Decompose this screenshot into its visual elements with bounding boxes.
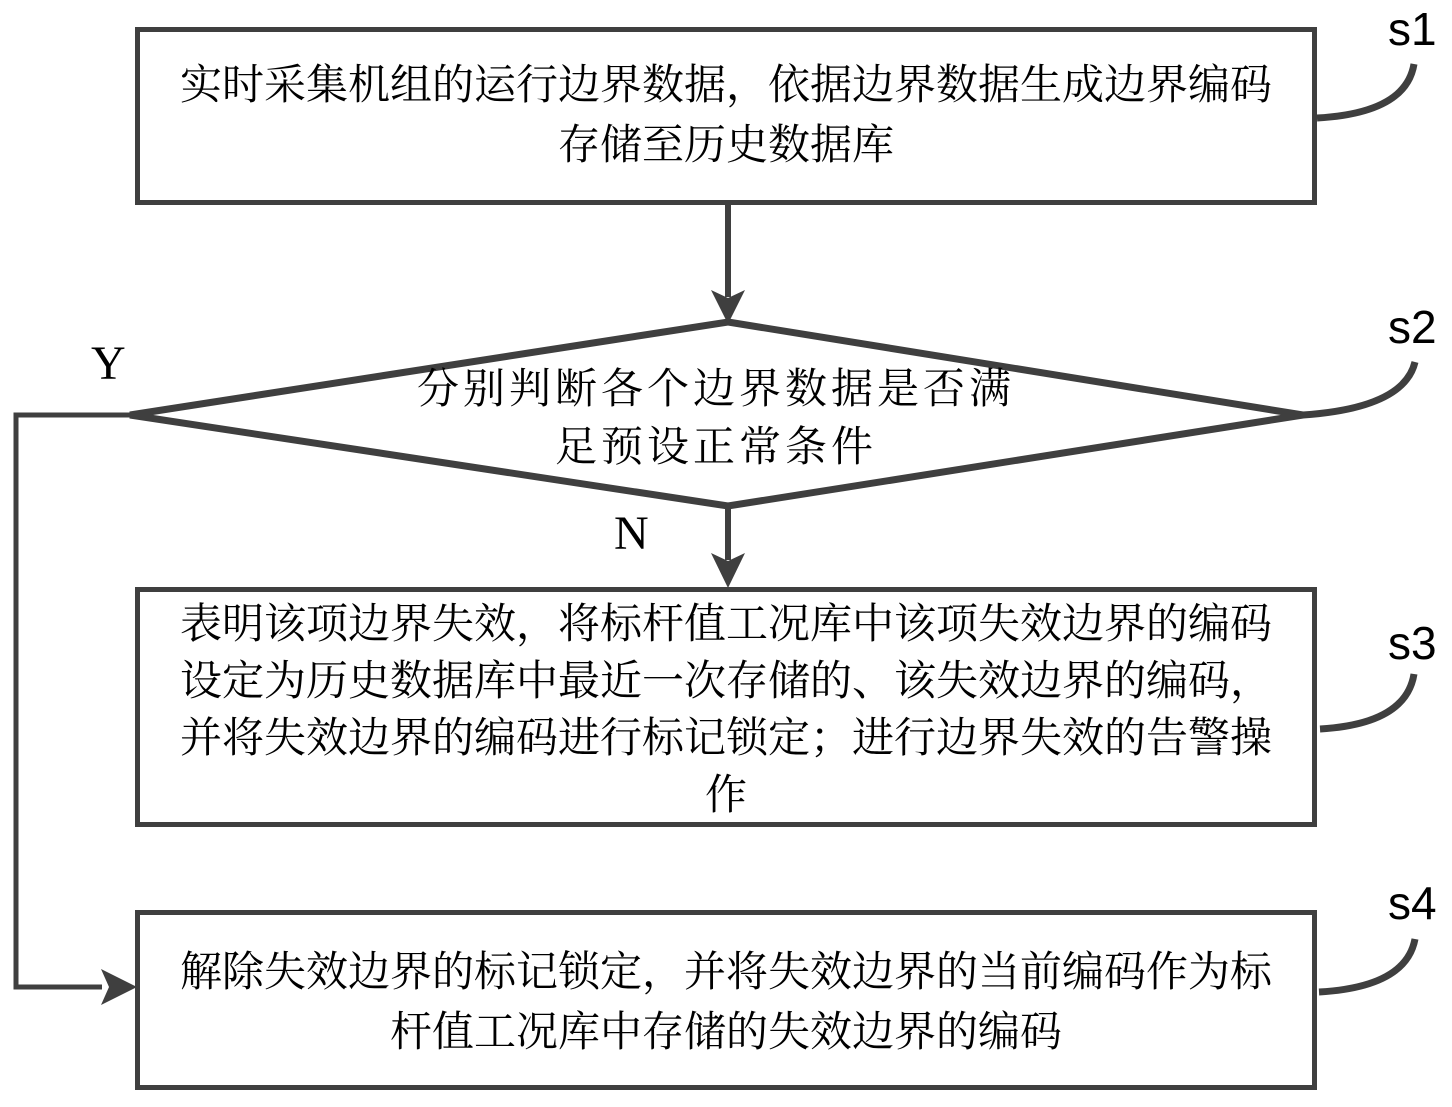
step-box-s1 — [135, 27, 1317, 205]
step3-text-line3: 并将失效边界的编码进行标记锁定；进行边界失效的告警操 — [179, 716, 1272, 762]
no-branch-label: N — [614, 507, 649, 560]
step4-text-line2: 杆值工况库中存储的失效边界的编码 — [389, 1010, 1062, 1056]
step1-text-line1: 实时采集机组的运行边界数据，依据边界数据生成边界编码 — [179, 63, 1272, 109]
yes-branch-arrow-head — [101, 969, 137, 1005]
connector-curve-s4 — [1319, 939, 1415, 992]
decision-text-line1: 分别判断各个边界数据是否满 — [416, 367, 1015, 413]
connector-curve-s1 — [1317, 64, 1414, 118]
step1-text-line2: 存储至历史数据库 — [557, 123, 894, 169]
yes-branch-line — [16, 415, 130, 987]
step-label-s3: s3 — [1388, 617, 1437, 669]
connector-curve-s2 — [1303, 362, 1415, 415]
step-box-s3 — [135, 587, 1317, 827]
step-label-s2: s2 — [1388, 301, 1437, 353]
step3-text-line1: 表明该项边界失效，将标杆值工况库中该项失效边界的编码 — [179, 602, 1272, 648]
step4-text-line1: 解除失效边界的标记锁定，并将失效边界的当前编码作为标 — [179, 950, 1272, 996]
step-label-s1: s1 — [1388, 3, 1437, 55]
step-box-s4 — [135, 910, 1317, 1090]
step-label-s4: s4 — [1388, 877, 1437, 929]
decision-text — [286, 361, 1146, 477]
yes-branch-label: Y — [91, 337, 126, 390]
connector-curve-s3 — [1320, 674, 1414, 729]
step3-text-line4: 作 — [704, 773, 747, 819]
decision-text-line2: 足预设正常条件 — [554, 425, 877, 471]
step3-text-line2: 设定为历史数据库中最近一次存储的、该失效边界的编码， — [179, 659, 1272, 705]
